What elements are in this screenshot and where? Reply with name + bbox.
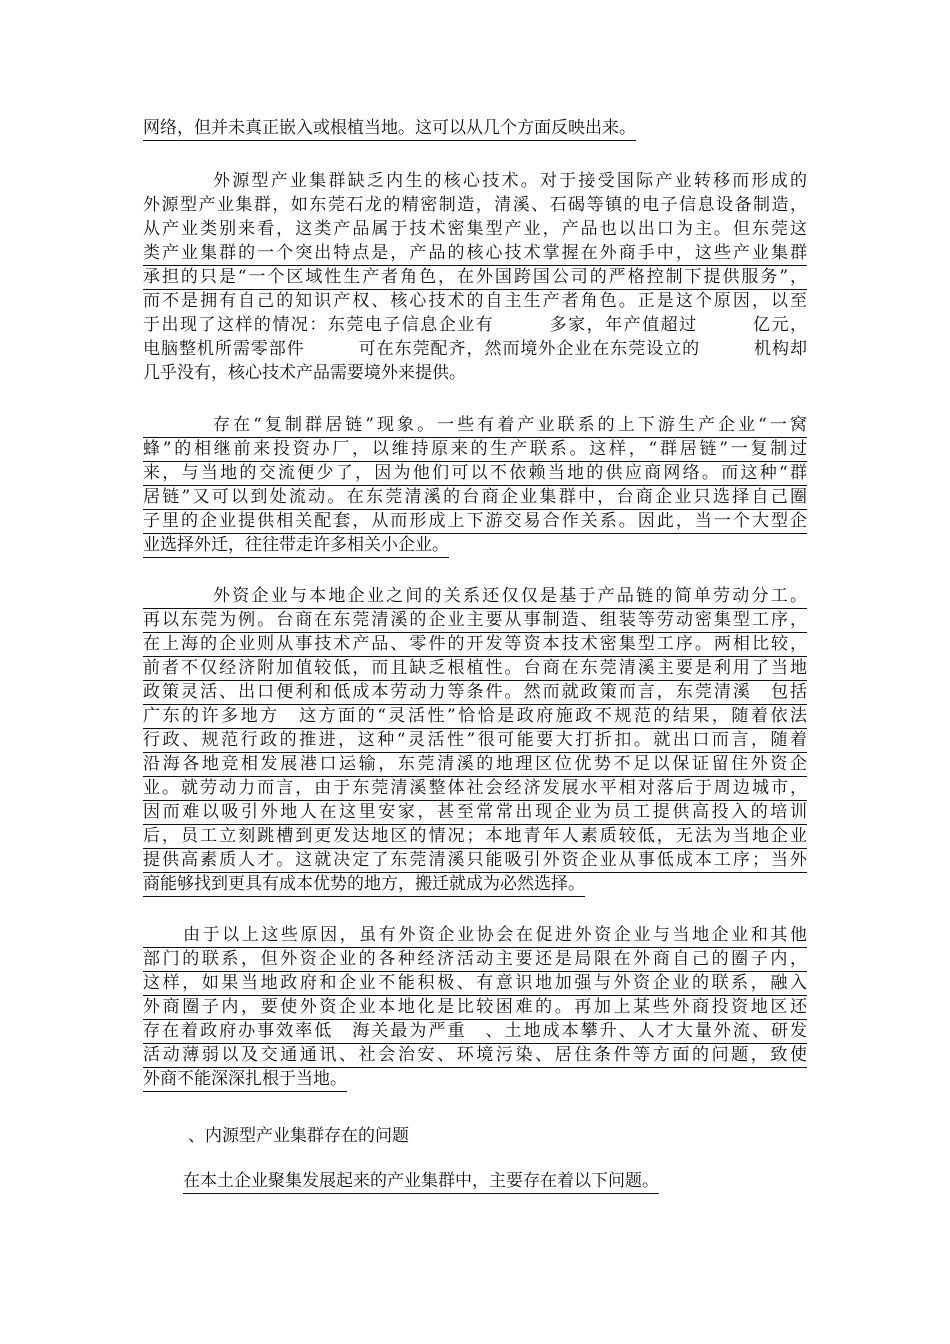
paragraph-line: 外商不能深深扎根于当地。	[143, 1068, 347, 1092]
paragraph-line: 行政、规范行政的推进，这种“灵活性”很可能要大打折扣。就出口而言，随着	[143, 729, 807, 753]
paragraph-line: 蜂”的相继前来投资办厂，以维持原来的生产联系。这样，“群居链”一复制过	[143, 438, 807, 462]
paragraph-line: 在本土企业聚集发展起来的产业集群中，主要存在着以下问题。	[183, 1170, 659, 1194]
paragraph-line: 业选择外迁，往往带走许多相关小企业。	[143, 534, 449, 558]
paragraph-line: 外资企业与本地企业之间的关系还仅仅是基于产品链的简单劳动分工。	[143, 585, 807, 609]
paragraph-line: 从产业类别来看，这类产品属于技术密集型产业，产品也以出口为主。但东莞这	[143, 219, 807, 239]
paragraph-line: 在上海的企业则从事技术产品、零件的开发等资本技术密集型工序。两相比较，	[143, 633, 807, 657]
section-heading: 、内源型产业集群存在的问题	[188, 1126, 409, 1146]
paragraph-line: 承担的只是“一个区域性生产者角色，在外国跨国公司的严格控制下提供服务”，	[143, 266, 807, 290]
paragraph-line: 外源型产业集群缺乏内生的核心技术。对于接受国际产业转移而形成的	[213, 171, 807, 191]
paragraph-line: 子里的企业提供相关配套，从而形成上下游交易合作关系。因此，当一个大型企	[143, 510, 807, 534]
paragraph-line: 存在着政府办事效率低 海关最为严重 、土地成本攀升、人才大量外流、研发	[143, 1020, 807, 1044]
paragraph-line: 再以东莞为例。台商在东莞清溪的企业主要从事制造、组装等劳动密集型工序，	[143, 609, 807, 633]
paragraph-line: 前者不仅经济附加值较低，而且缺乏根植性。台商在东莞清溪主要是利用了当地	[143, 657, 807, 681]
paragraph-line: 广东的许多地方 这方面的“灵活性”恰恰是政府施政不规范的结果，随着依法	[143, 705, 807, 729]
paragraph-line: 提供高素质人才。这就决定了东莞清溪只能吸引外资企业从事低成本工序；当外	[143, 849, 807, 873]
paragraph-line: 政策灵活、出口便利和低成本劳动力等条件。然而就政策而言，东莞清溪 包括	[143, 681, 807, 705]
paragraph-line: 而不是拥有自己的知识产权、核心技术的自主生产者角色。正是这个原因，以至	[143, 291, 807, 311]
paragraph-line: 电脑整机所需零部件 可在东莞配齐，然而境外企业在东莞设立的 机构却	[143, 339, 807, 359]
paragraph-line: 商能够找到更具有成本优势的地方，搬迁就成为必然选择。	[143, 873, 585, 897]
paragraph-line: 由于以上这些原因，虽有外资企业协会在促进外资企业与当地企业和其他	[143, 924, 807, 948]
paragraph-line: 来，与当地的交流便少了，因为他们可以不依赖当地的供应商网络。而这种“群	[143, 462, 807, 486]
paragraph-line: 活动薄弱以及交通通讯、社会治安、环境污染、居住条件等方面的问题，致使	[143, 1044, 807, 1068]
paragraph-line: 类产业集群的一个突出特点是，产品的核心技术掌握在外商手中，这些产业集群	[143, 242, 807, 266]
paragraph-line: 网络，但并未真正嵌入或根植当地。这可以从几个方面反映出来。	[143, 117, 636, 141]
paragraph-line: 因而难以吸引外地人在这里安家，甚至常常出现企业为员工提供高投入的培训	[143, 801, 807, 825]
paragraph-line: 几乎没有，核心技术产品需要境外来提供。	[143, 363, 466, 383]
paragraph-line: 业。就劳动力而言，由于东莞清溪整体社会经济发展水平相对落后于周边城市，	[143, 777, 807, 801]
paragraph-line: 于出现了这样的情况：东莞电子信息企业有 多家，年产值超过 亿元，	[143, 315, 807, 335]
paragraph-line: 居链”又可以到处流动。在东莞清溪的台商企业集群中，台商企业只选择自己圈	[143, 486, 807, 510]
paragraph-line: 外源型产业集群，如东莞石龙的精密制造，清溪、石碣等镇的电子信息设备制造，	[143, 195, 807, 215]
paragraph-line: 这样，如果当地政府和企业不能积极、有意识地加强与外资企业的联系，融入	[143, 972, 807, 996]
paragraph-line: 后，员工立刻跳槽到更发达地区的情况；本地青年人素质较低，无法为当地企业	[143, 825, 807, 849]
paragraph-line: 沿海各地竞相发展港口运输，东莞清溪的地理区位优势不足以保证留住外资企	[143, 753, 807, 777]
paragraph-line: 部门的联系，但外资企业的各种经济活动主要还是局限在外商自己的圈子内，	[143, 948, 807, 972]
paragraph-line: 存在“复制群居链”现象。一些有着产业联系的上下游生产企业“一窝	[143, 414, 807, 438]
paragraph-line: 外商圈子内，要使外资企业本地化是比较困难的。再加上某些外商投资地区还	[143, 996, 807, 1020]
